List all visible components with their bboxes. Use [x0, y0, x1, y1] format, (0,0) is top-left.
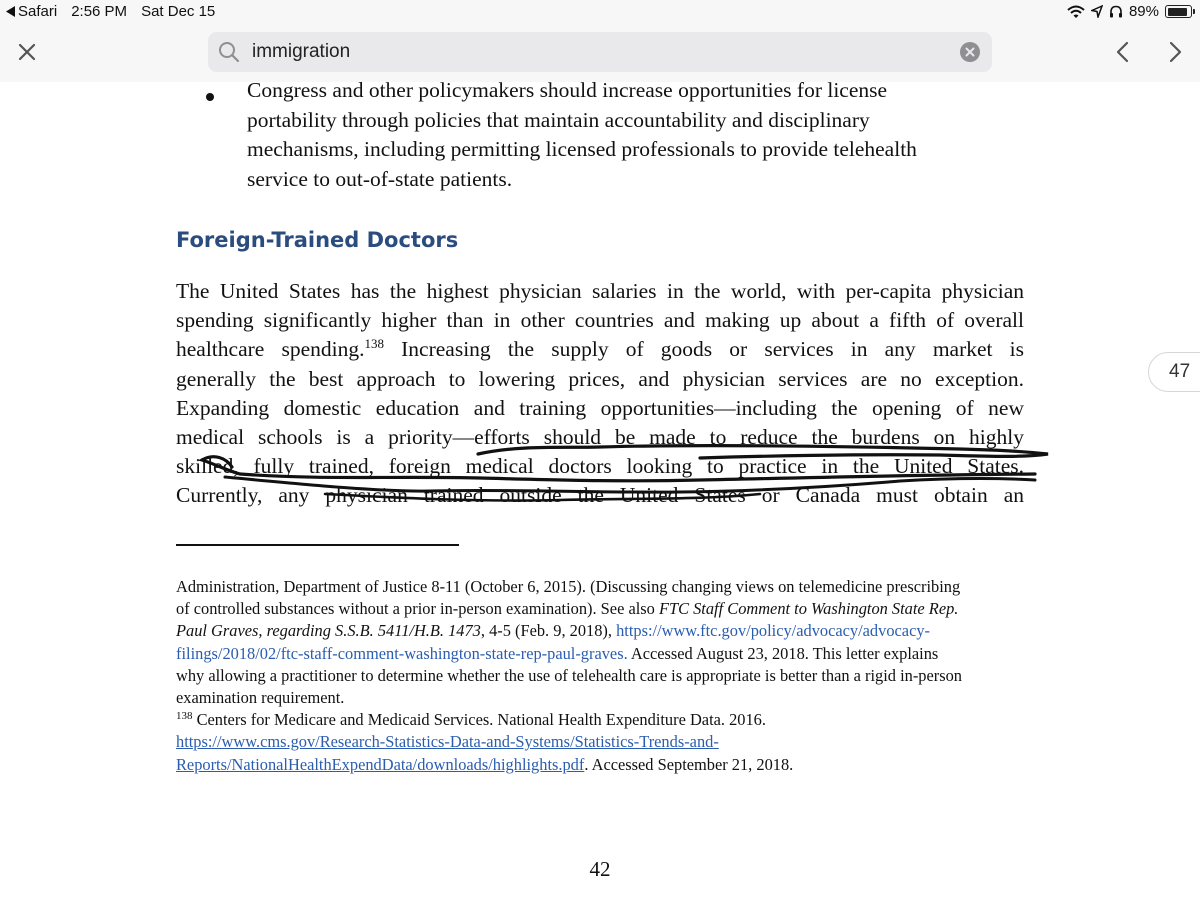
chevron-right-icon[interactable] [1164, 40, 1186, 64]
back-app-label: Safari [18, 3, 58, 20]
bullet-dot [206, 93, 214, 101]
footnote-line [176, 754, 1026, 776]
para-line-text: healthcare spending. [176, 337, 365, 362]
page-indicator-label: 47 [1169, 361, 1191, 382]
section-heading: Foreign-Trained Doctors [176, 228, 459, 252]
ftc-link[interactable]: https://www.ftc.gov/policy/advocacy/advocacy- [616, 621, 930, 641]
back-triangle-icon [6, 6, 15, 17]
clear-icon[interactable] [960, 42, 980, 62]
footnotes [176, 576, 1026, 776]
battery-percent: 89% [1128, 3, 1159, 20]
ftc-link-cont[interactable]: filings/2018/02/ftc-staff-comment-washington-state-rep-paul-graves. [176, 643, 628, 663]
bullet-line: Congress and other policymakers should increase opportunities for license [247, 78, 888, 102]
bullet-line: portability through policies that maintain accountability and disciplinary [247, 107, 870, 132]
footnote-ref[interactable]: 138 [364, 336, 384, 352]
document-page [0, 78, 1200, 900]
footnote-line [176, 643, 1026, 665]
chevron-left-icon[interactable] [1112, 40, 1134, 64]
footnote-text: of controlled substances without a prior in-person examination). See also [176, 599, 659, 619]
bullet-line: service to out-of-state patients. [247, 166, 513, 191]
status-date: Sat Dec 15 [141, 3, 216, 20]
footnote-line [176, 620, 1026, 642]
footnote-line: examination requirement. [176, 688, 345, 708]
location-arrow-icon [1091, 5, 1103, 18]
footnote-text: , 4-5 (Feb. 9, 2018), [480, 621, 617, 641]
headphones-icon [1109, 5, 1123, 18]
footnote-divider [176, 544, 459, 546]
search-input[interactable] [252, 41, 942, 63]
footnote-number: 138 [176, 710, 193, 723]
footnote-line: why allowing a practitioner to determine whether the use of telehealth care is appropriate is better than a rigid in-person [176, 665, 963, 685]
page-number: 42 [589, 857, 611, 881]
footnote-line: Administration, Department of Justice 8-11 (October 6, 2015). (Discussing changing views on telemedicine prescribing [176, 577, 961, 596]
cms-link[interactable]: https://www.cms.gov/Research-Statistics-Data-and-Systems/Statistics-Trends-and- [176, 732, 719, 752]
status-bar [0, 0, 1200, 24]
para-line-text: Increasing the supply of goods or services in any market is [383, 337, 1025, 362]
footnote-line [176, 598, 1026, 620]
cms-link-cont[interactable]: Reports/NationalHealthExpendData/downloads/highlights.pdf [176, 754, 585, 774]
search-icon [218, 41, 240, 63]
close-icon[interactable] [16, 41, 38, 63]
footnote-text: . Accessed September 21, 2018. [584, 754, 794, 774]
status-time: 2:56 PM [71, 3, 128, 20]
battery-icon [1165, 5, 1192, 18]
body-paragraph [176, 277, 1024, 511]
para-line: generally the best approach to lowering prices, and physician services are no exception. [176, 366, 1024, 391]
footnote-line [176, 709, 1026, 731]
back-to-app[interactable] [6, 3, 57, 20]
bullet-line: mechanisms, including permitting licensed professionals to provide telehealth [247, 137, 917, 161]
search-field[interactable] [208, 32, 992, 72]
para-line: skilled, fully trained, foreign medical doctors looking to practice in the United States. [176, 454, 1024, 479]
para-line [176, 335, 1024, 364]
para-line: spending significantly higher than in other countries and making up about a fifth of overall [176, 308, 1024, 333]
footnote-citation: Paul Graves, regarding S.S.B. 5411/H.B. 1473 [176, 621, 481, 641]
footnote-citation: FTC Staff Comment to Washington State Rep. [658, 599, 959, 619]
para-line: medical schools is a priority—efforts should be made to reduce the burdens on highly [176, 425, 1024, 450]
footnote-line [176, 731, 1026, 753]
page-indicator[interactable] [1148, 352, 1200, 392]
para-line: Currently, any physician trained outside the United States or Canada must obtain an [176, 483, 1024, 508]
clear-x-icon [960, 42, 980, 62]
para-line: Expanding domestic education and training opportunities—including the opening of new [176, 395, 1024, 420]
footnote-text: Centers for Medicare and Medicaid Services. National Health Expenditure Data. 2016. [192, 710, 766, 730]
footnote-text: Accessed August 23, 2018. This letter explains [627, 643, 939, 663]
find-toolbar [0, 24, 1200, 82]
wifi-icon [1067, 5, 1085, 19]
para-line: The United States has the highest physician salaries in the world, with per-capita physician [176, 279, 1024, 303]
